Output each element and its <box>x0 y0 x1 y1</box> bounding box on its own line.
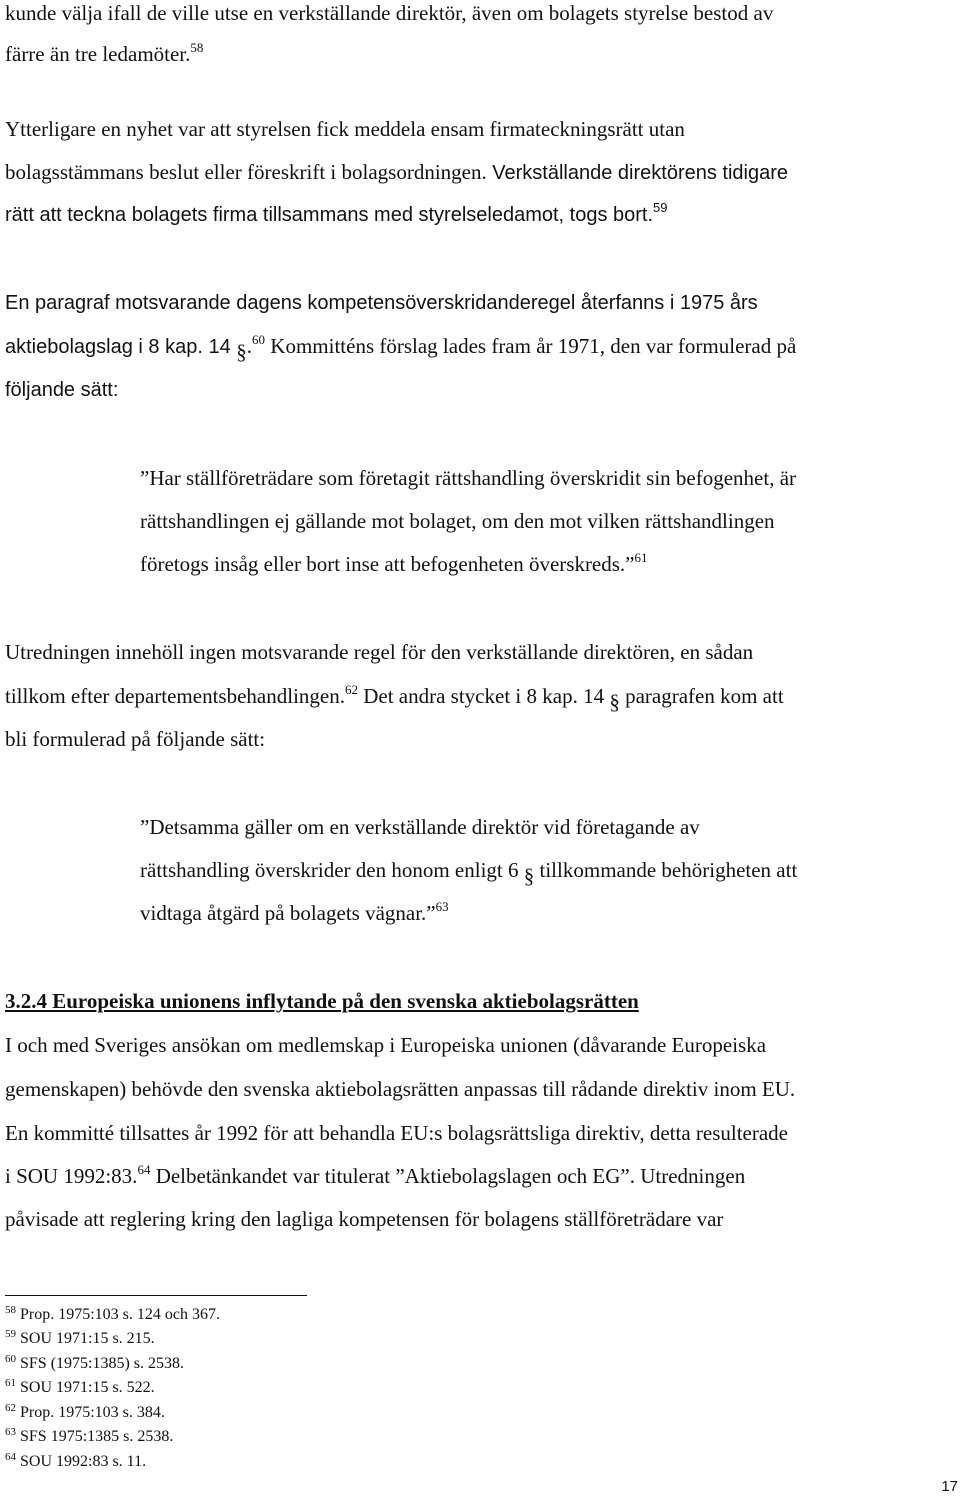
text-line <box>5 33 955 77</box>
text-run: . <box>246 334 253 358</box>
section-sign: § <box>236 340 247 364</box>
footnote-ref[interactable]: 59 <box>653 200 668 215</box>
text-line <box>5 194 955 238</box>
footnote-ref[interactable]: 64 <box>137 1162 151 1177</box>
text-run: tillkom efter departementsbehandlingen. <box>5 684 345 708</box>
text-run: tillkommande behörigheten att <box>534 858 798 882</box>
text-run: En kommitté tillsattes år 1992 för att behandla EU:s bolagsrättsliga direktiv, detta resulterade <box>5 1121 788 1145</box>
footnote <box>5 1450 146 1475</box>
footnote-text: SOU 1971:15 s. 215. <box>20 1330 155 1347</box>
text-run: färre än tre ledamöter. <box>5 42 191 66</box>
page-number: 17 <box>941 1478 958 1495</box>
text-run: följande sätt: <box>5 379 119 401</box>
text-run: företogs insåg eller bort inse att befogenheten överskreds.” <box>140 552 635 576</box>
footnote-number: 59 <box>5 1328 16 1340</box>
footnote-divider <box>5 1295 307 1296</box>
text-run: aktiebolagslag i 8 kap. 14 <box>5 336 237 358</box>
quote-line <box>140 457 955 501</box>
text-run: paragrafen kom att <box>619 684 784 708</box>
text-run: Kommitténs förslag lades fram år 1971, den var formulerad på <box>265 334 797 358</box>
footnote-number: 62 <box>5 1402 16 1414</box>
footnote <box>5 1352 184 1377</box>
footnote <box>5 1303 220 1328</box>
text-line <box>5 151 955 196</box>
text-line <box>5 675 955 719</box>
text-run: I och med Sveriges ansökan om medlemskap i Europeiska unionen (dåvarande Europeiska <box>5 1033 767 1057</box>
text-run: kunde välja ifall de ville utse en verkställande direktör, även om bolagets styrelse bestod av <box>5 1 774 25</box>
text-run: Det andra stycket i 8 kap. 14 <box>357 684 610 708</box>
text-line <box>5 718 955 762</box>
text-run: rättshandling överskrider den honom enligt 6 <box>140 858 524 882</box>
text-line <box>5 0 955 36</box>
footnote-ref[interactable]: 63 <box>435 899 449 914</box>
text-run: gemenskapen) behövde den svenska aktiebolagsrätten anpassas till rådande direktiv inom EU. <box>5 1077 796 1101</box>
text-run: bolagsstämmans beslut eller föreskrift i bolagsordningen. <box>5 160 487 184</box>
footnote-ref[interactable]: 58 <box>190 40 204 55</box>
text-run: bli formulerad på följande sätt: <box>5 727 266 751</box>
footnote <box>5 1425 173 1450</box>
footnote-text: SFS (1975:1385) s. 2538. <box>20 1355 185 1372</box>
text-line <box>5 631 955 675</box>
footnote-number: 60 <box>5 1353 16 1365</box>
text-line <box>5 1024 955 1068</box>
text-line <box>5 1155 955 1199</box>
text-run: påvisade att reglering kring den lagliga kompetensen för bolagens ställföreträdare var <box>5 1207 724 1231</box>
footnote-number: 58 <box>5 1304 16 1316</box>
quote-line <box>140 892 955 936</box>
quote-line <box>140 500 955 544</box>
text-run: Delbetänkandet var titulerat ”Aktiebolagslagen och EG”. Utredningen <box>150 1164 746 1188</box>
footnote <box>5 1376 155 1401</box>
footnote-text: Prop. 1975:103 s. 124 och 367. <box>20 1306 220 1323</box>
text-run: Ytterligare en nyhet var att styrelsen fick meddela ensam firmateckningsrätt utan <box>5 117 685 141</box>
footnote-number: 61 <box>5 1377 16 1389</box>
footnote-text: SFS 1975:1385 s. 2538. <box>20 1428 174 1445</box>
text-run: Utredningen innehöll ingen motsvarande regel för den verkställande direktören, en sådan <box>5 640 754 664</box>
text-run: ”Detsamma gäller om en verkställande direktör vid företagande av <box>140 815 700 839</box>
footnote-ref[interactable]: 61 <box>634 550 648 565</box>
text-line <box>5 1198 955 1242</box>
text-line <box>5 108 955 152</box>
text-line <box>5 1068 955 1112</box>
footnote-text: SOU 1971:15 s. 522. <box>20 1379 155 1396</box>
footnote-ref[interactable]: 62 <box>344 682 358 697</box>
footnote <box>5 1327 155 1352</box>
text-run: rättshandlingen ej gällande mot bolaget, om den mot vilken rättshandlingen <box>140 509 775 533</box>
footnote-number: 63 <box>5 1426 16 1438</box>
quote-line <box>140 849 955 893</box>
footnote <box>5 1401 165 1426</box>
footnote-ref[interactable]: 60 <box>252 332 266 347</box>
section-sign: § <box>609 690 620 714</box>
text-run: rätt att teckna bolagets firma tillsammans med styrelseledamot, togs bort. <box>5 204 654 226</box>
text-run: ”Har ställföreträdare som företagit rättshandling överskridit sin befogenhet, är <box>140 466 797 490</box>
section-sign: § <box>523 864 535 888</box>
footnote-text: Prop. 1975:103 s. 384. <box>20 1404 165 1421</box>
text-line <box>5 282 955 326</box>
quote-line <box>140 543 955 587</box>
text-run: En paragraf motsvarande dagens kompetensöverskridanderegel återfanns i 1975 års <box>5 292 758 314</box>
section-heading <box>5 980 955 1024</box>
text-line <box>5 1112 955 1156</box>
footnote-text: SOU 1992:83 s. 11. <box>20 1453 147 1470</box>
text-run: i SOU 1992:83. <box>5 1164 138 1188</box>
text-line <box>5 325 955 370</box>
text-run: vidtaga åtgärd på bolagets vägnar.” <box>140 901 436 925</box>
heading-text: 3.2.4 Europeiska unionens inflytande på den svenska aktiebolagsrätten <box>5 989 639 1013</box>
text-line <box>5 369 955 413</box>
footnote-number: 64 <box>5 1451 16 1463</box>
text-run: Verkställande direktörens tidigare <box>486 162 789 184</box>
quote-line <box>140 806 955 850</box>
